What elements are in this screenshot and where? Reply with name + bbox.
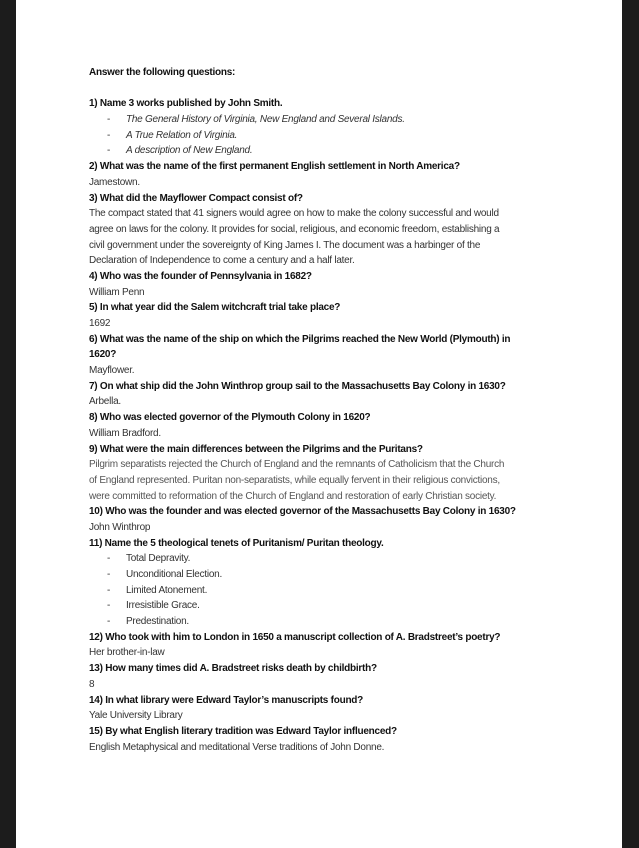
question-text: 11) Name the 5 theological tenets of Puritanism/ Puritan theology. (89, 537, 384, 549)
bullet-item (89, 567, 516, 583)
bullet-item (89, 128, 516, 144)
answer-text: William Bradford. (89, 427, 161, 439)
answer-text: Declaration of Independence to come a century and a half later. (89, 255, 355, 267)
answer-text: Arbella. (89, 396, 121, 408)
bullet-dash: - (107, 569, 111, 580)
bullet-item (89, 614, 516, 630)
bullet-text: A description of New England. (126, 145, 253, 157)
question-text: 3) What did the Mayflower Compact consist of? (89, 192, 303, 204)
bullet-dash: - (107, 145, 111, 157)
answer-text: The compact stated that 41 signers would agree on how to make the colony successful and would (89, 208, 499, 220)
answer-text: were committed to reformation of the Church of England and restoration of early Christian society. (89, 490, 497, 502)
answer-text: Pilgrim separatists rejected the Church of England and the remnants of Catholicism that the Church (89, 459, 505, 471)
question-text: 6) What was the name of the ship on which the Pilgrims reached the New World (Plymouth) in (89, 333, 511, 345)
blank-line (89, 81, 516, 97)
question-list (89, 96, 516, 755)
question-text: 10) Who was the founder and was elected governor of the Massachusetts Bay Colony in 1630? (89, 506, 516, 518)
bullet-dash: - (107, 584, 111, 596)
answer-text: of England represented. Puritan non-separatists, while equally fervent in their religious convictions, (89, 474, 500, 486)
question-text: 5) In what year did the Salem witchcraft trial take place? (89, 302, 341, 314)
document-page (16, 0, 622, 848)
bullet-dash: - (107, 616, 111, 628)
answer-text: William Penn (89, 286, 145, 298)
document-content (89, 65, 516, 755)
question-text: 4) Who was the founder of Pennsylvania in 1682? (89, 270, 312, 282)
answer-text: Yale University Library (89, 710, 183, 722)
bullet-text: Unconditional Election. (126, 569, 222, 580)
bullet-item (89, 112, 516, 128)
question-text: 7) On what ship did the John Winthrop group sail to the Massachusetts Bay Colony in 1630? (89, 380, 506, 392)
question-text: 1620? (89, 349, 117, 361)
bullet-text: Total Depravity. (126, 553, 191, 565)
answer-text: English Metaphysical and meditational Verse traditions of John Donne. (89, 741, 385, 753)
bullet-item (89, 551, 516, 567)
bullet-item (89, 143, 516, 159)
question-text: 13) How many times did A. Bradstreet risks death by childbirth? (89, 663, 377, 675)
question-text: 12) Who took with him to London in 1650 a manuscript collection of A. Bradstreet’s poetry? (89, 631, 501, 643)
answer-text: agree on laws for the colony. It provides for social, religious, and economic freedom, establishing a (89, 223, 500, 235)
answer-text: John Winthrop (89, 521, 151, 533)
answer-text: Mayflower. (89, 365, 135, 377)
bullet-item (89, 583, 516, 599)
bullet-dash: - (107, 129, 111, 141)
answer-text: civil government under the sovereignty of King James I. The document was a harbinger of the (89, 239, 481, 251)
answer-text: Jamestown. (89, 176, 140, 188)
question-text: 8) Who was elected governor of the Plymouth Colony in 1620? (89, 412, 371, 424)
question-text: 9) What were the main differences between the Pilgrims and the Puritans? (89, 443, 423, 455)
bullet-text: A True Relation of Virginia. (126, 129, 238, 141)
bullet-text: Irresistible Grace. (126, 600, 200, 612)
bullet-text: Predestination. (126, 616, 189, 628)
bullet-dash: - (107, 600, 111, 612)
answer-text: Her brother-in-law (89, 647, 165, 659)
question-text: 14) In what library were Edward Taylor’s manuscripts found? (89, 694, 364, 706)
document-heading: Answer the following questions: (89, 67, 236, 78)
bullet-item (89, 598, 516, 614)
bullet-dash: - (107, 553, 111, 565)
answer-text: 8 (89, 678, 95, 690)
question-text: 1) Name 3 works published by John Smith. (89, 98, 283, 110)
bullet-dash: - (107, 114, 111, 126)
bullet-text: Limited Atonement. (126, 584, 208, 596)
bullet-text: The General History of Virginia, New England and Several Islands. (126, 114, 405, 126)
question-text: 15) By what English literary tradition was Edward Taylor influenced? (89, 725, 397, 737)
question-text: 2) What was the name of the first permanent English settlement in North America? (89, 161, 460, 173)
answer-text: 1692 (89, 318, 111, 329)
